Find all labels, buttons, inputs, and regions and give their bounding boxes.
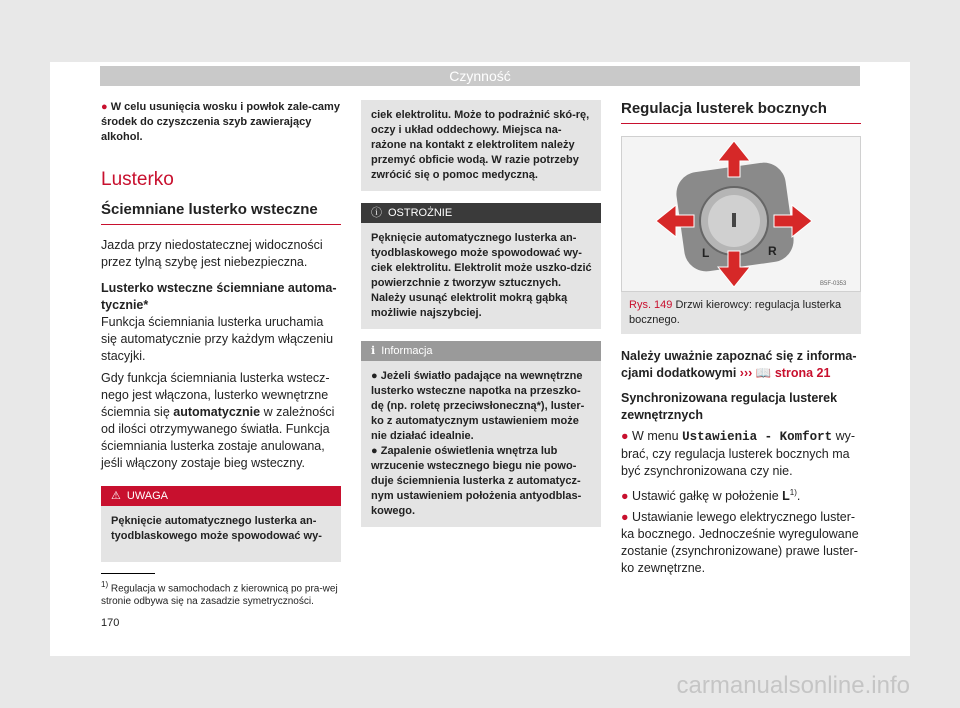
column-middle [361, 100, 601, 527]
column-left [101, 100, 341, 562]
warning-box-body: Pęknięcie automatycznego lusterka an-tyodblaskowego może spowodować wy- [101, 506, 341, 562]
bullet-icon: ● [371, 445, 378, 457]
mirror-knob-illustration [622, 137, 860, 291]
info-item: ● Jeżeli światło padające na wewnętrzne lusterko wsteczne napotka na przeszko-dę (np. roletę przeciwsłoneczną*), luster-ko z automatycznym ustawieniem może nie działać idealnie. [371, 370, 585, 442]
paragraph-1: Jazda przy niedostatecznej widoczności przez tylną szybę jest niebezpieczna. [101, 238, 323, 269]
section-title: Lusterko [101, 169, 174, 190]
figure-caption: Rys. 149 Drzwi kierowcy: regulacja lusterka bocznego. [621, 292, 861, 334]
step-2: ● Ustawić gałkę w położenie $L^{1)}$. [621, 488, 801, 504]
paragraph-2: Funkcja ściemniania lusterka uruchamia się automatycznie przy każdym włączeniu stacyjki. [101, 315, 334, 363]
footnote: $^{1)}$ Regulacja w samochodach z kierownicą po pra-wej stronie odbywa się na zasadzie symetryczności. [101, 580, 338, 608]
bullet-icon: ● [621, 510, 629, 525]
info-icon: ℹ [371, 345, 376, 357]
mirror-adjust-title: Regulacja lusterek bocznych [621, 100, 861, 124]
column-right [621, 100, 861, 577]
info-item: ● Zapalenie oświetlenia wnętrza lub wrzucenie wstecznego biegu nie powo-duje ściemnienia lusterka z automatycz-nym ustawieniem położenia antyodblas-kowego. [371, 445, 582, 517]
bullet-icon: ● [621, 429, 629, 443]
step-1: ● W menu Ustawienia - Komfort wy-brać, czy regulacja lusterek bocznych ma być zsynchronizowana czy nie. [621, 429, 856, 478]
page-link[interactable]: strona 21 [774, 366, 831, 380]
caution-circle-icon: ⓘ [371, 207, 382, 219]
note-additional-info: Należy uważnie zapoznać się z informa-cjami dodatkowymi ››› 📖 strona 21 [621, 349, 857, 380]
caption-ref: Rys. 149 [629, 299, 673, 311]
book-icon: 📖 [755, 366, 772, 380]
warning-box-header: ⚠ UWAGA [101, 486, 341, 506]
caution-box-header: ⓘ OSTROŻNIE [361, 203, 601, 223]
figure-code: B5F-0353 [820, 281, 847, 287]
paragraph-3: Gdy funkcja ściemniania lusterka wstecz-nego jest włączona, lusterko wewnętrzne ściemnia się automatycznie w zależności od ilości otrzymywanego światła. Funkcja ściemniania lusterka zostaje anulowana, jeśli włączony zostaje bieg wsteczny. [101, 371, 335, 470]
subsection-title: Ściemniane lusterko wsteczne [101, 201, 341, 225]
top-bullet: ● W celu usunięcia wosku i powłok zale-camy środek do czyszczenia szyb zawierający alkohol. [101, 101, 340, 143]
bullet-icon: ● [371, 370, 378, 382]
bullet-icon: ● [621, 489, 629, 504]
heading-auto-dimming: Lusterko wsteczne ściemniane automa-tycznie* [101, 281, 337, 312]
knob-label-right: R [768, 244, 777, 258]
page-number: 170 [101, 617, 120, 629]
step-3: ● Ustawianie lewego elektrycznego luster-ka bocznego. Jednocześnie wyregulowane zostanie (zsynchronizowane) prawe luster-ko zewnętrzne. [621, 510, 859, 576]
watermark: carmanualsonline.info [676, 672, 910, 699]
sync-heading: Synchronizowana regulacja lusterek zewnętrznych [621, 391, 838, 422]
info-box-header: ℹ Informacja [361, 341, 601, 361]
page-header: Czynność [100, 66, 860, 86]
warning-triangle-icon: ⚠ [111, 490, 121, 502]
knob-indicator [732, 213, 736, 227]
bullet-icon: ● [101, 101, 108, 113]
footnote-divider [101, 573, 155, 574]
info-box-body [361, 361, 601, 527]
warning-box-continued: ciek elektrolitu. Może to podrażnić skó-rę, oczy i układ oddechowy. Miejsca na-rażone na kontakt z elektrolitem należy przemyć obficie wodą. W razie potrzeby zwrócić się o pomoc medyczną. [361, 100, 601, 191]
knob-label-left: L [702, 246, 710, 260]
mirror-knob-figure [621, 136, 861, 292]
caution-box-body: Pęknięcie automatycznego lusterka an-tyodblaskowego może spowodować wy-ciek elektrolitu. Elektrolit może uszko-dzić powierzchnie z tworzyw sztucznych. Należy usunąć elektrolit mokrą gąbką możliwie najszybciej. [361, 223, 601, 329]
